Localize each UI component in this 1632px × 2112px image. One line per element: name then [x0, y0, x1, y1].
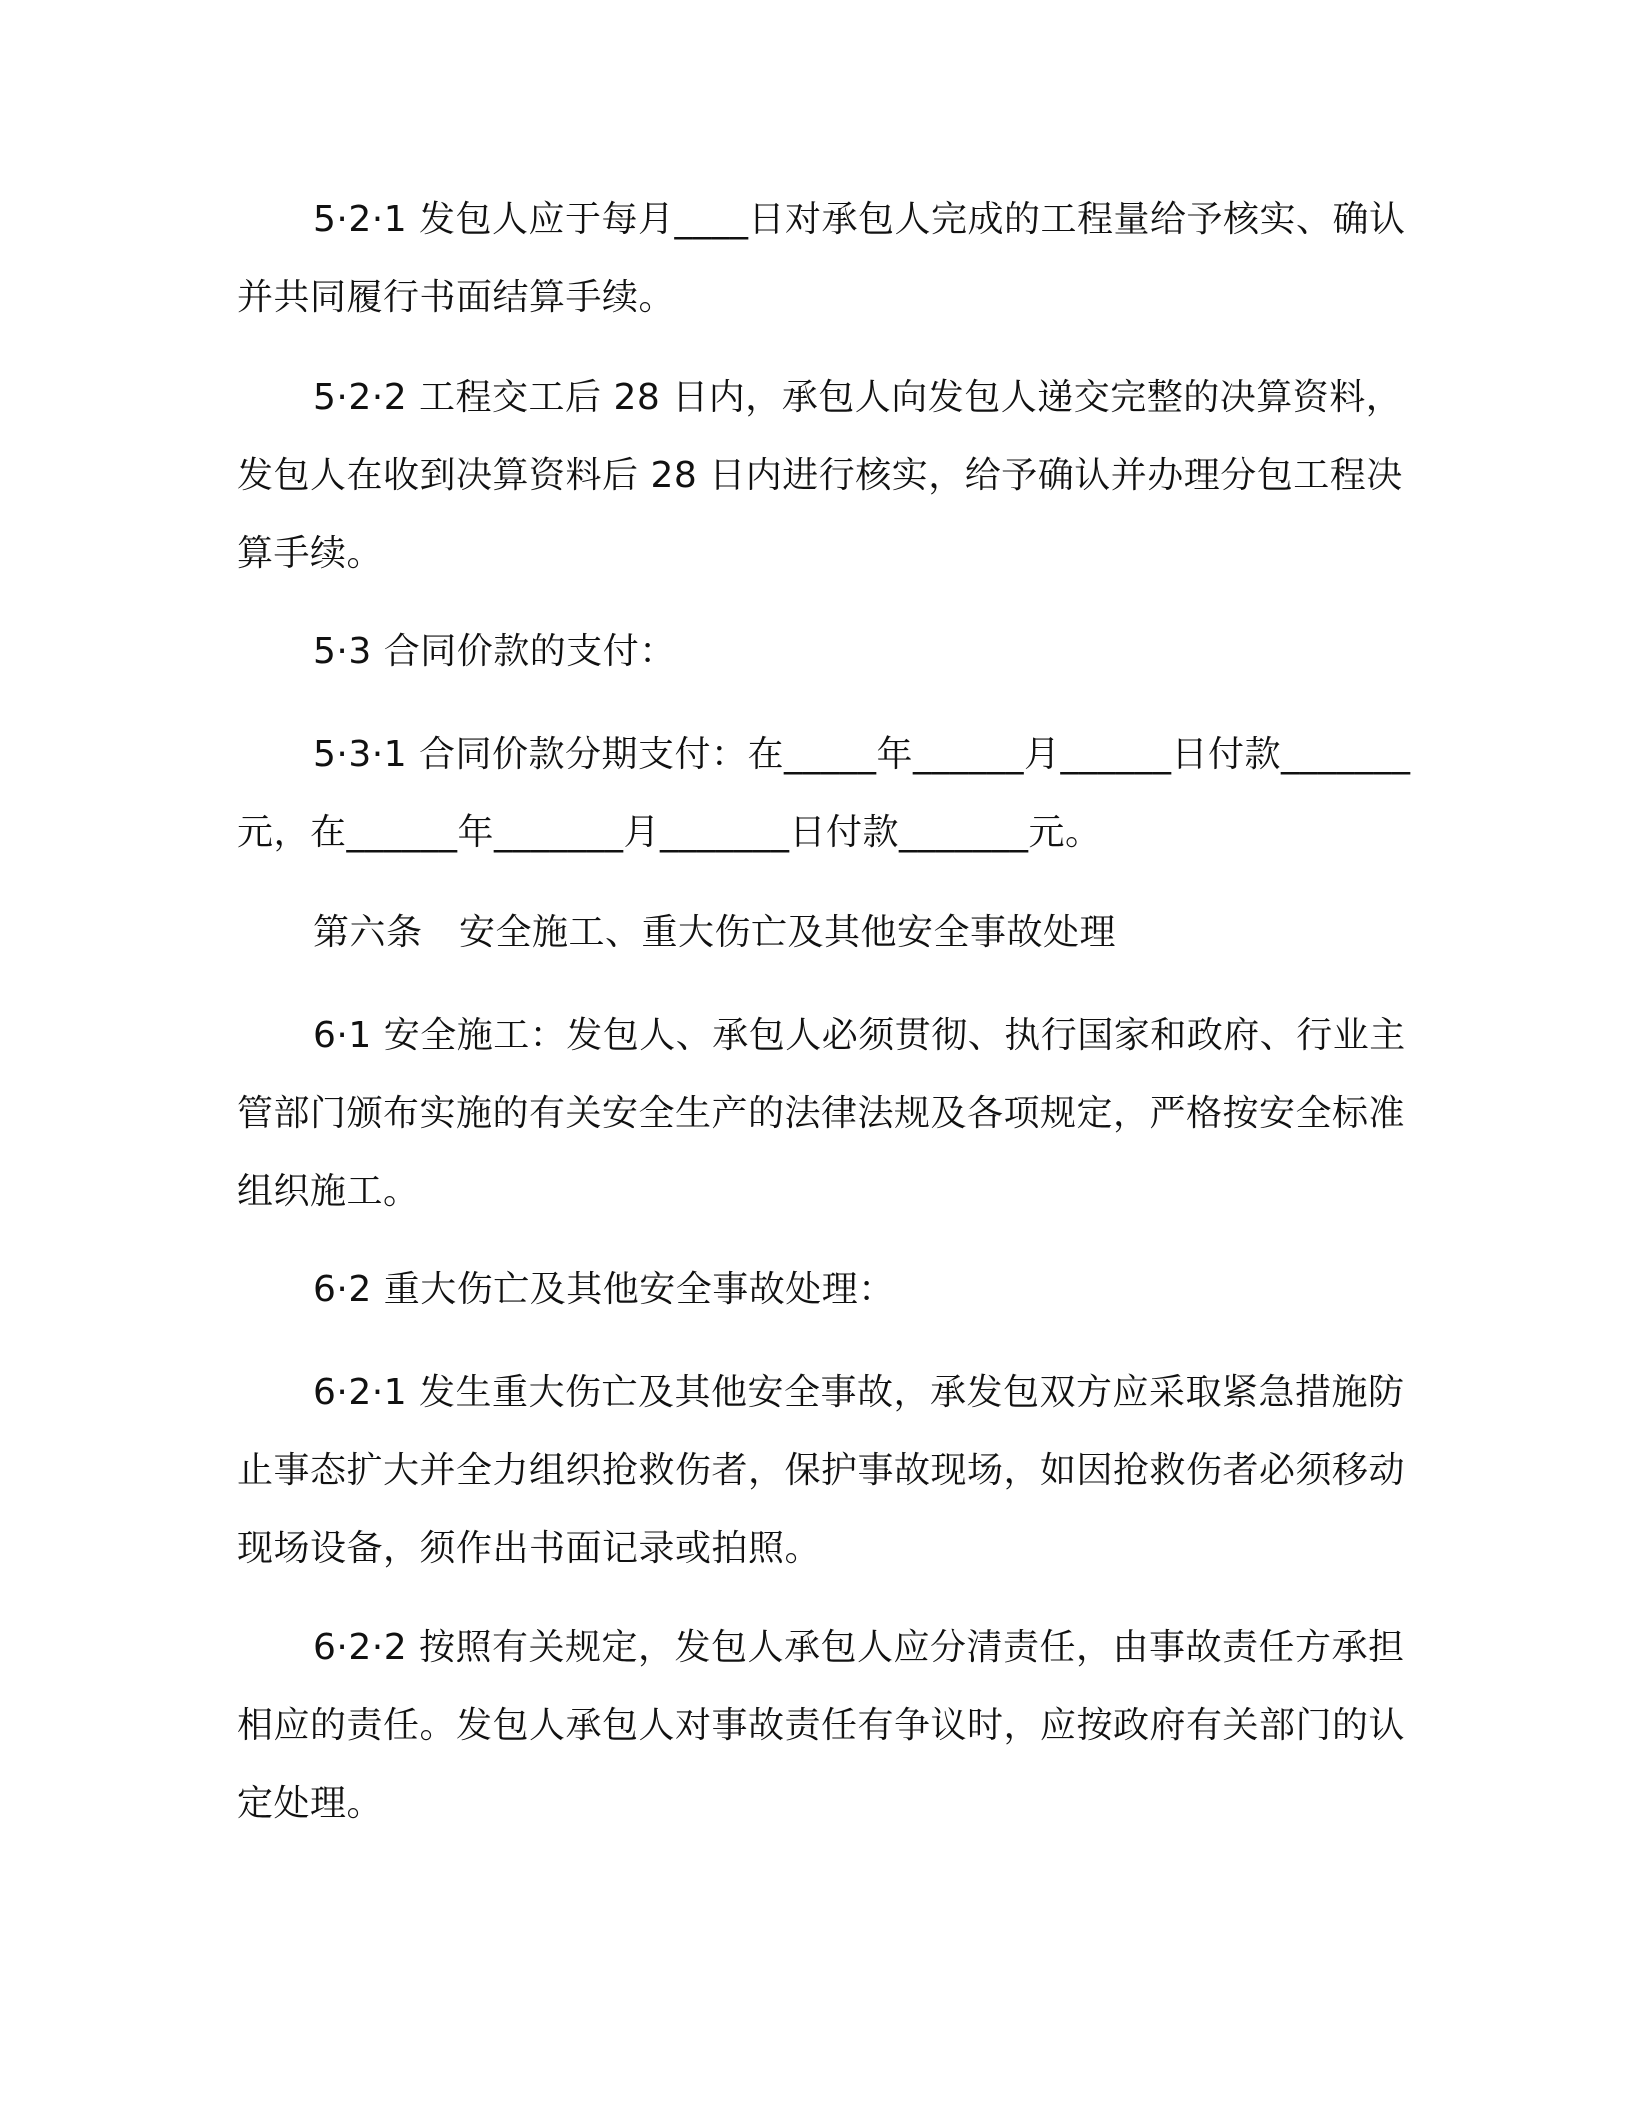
clause-5-3-1: 5·3·1 合同价款分期支付：在_____年______月______日付款_______元，在______年_______月_______日付款_______元。 [237, 734, 1411, 853]
clause-6-2-2: 6·2·2 按照有关规定，发包人承包人应分清责任，由事故责任方承担相应的责任。发包人承包人对事故责任有争议时，应按政府有关部门的认定处理。 [237, 1627, 1406, 1824]
clause-6-2: 6·2 重大伤亡及其他安全事故处理： [313, 1269, 895, 1310]
clause-5-2-2: 5·2·2 工程交工后 28 日内，承包人向发包人递交完整的决算资料，发包人在收到决算资料后 28 日内进行核实，给予确认并办理分包工程决算手续。 [237, 377, 1403, 574]
clause-5-2-1: 5·2·1 发包人应于每月____日对承包人完成的工程量给予核实、确认并共同履行书面结算手续。 [237, 199, 1406, 318]
clause-6-2-1: 6·2·1 发生重大伤亡及其他安全事故，承发包双方应采取紧急措施防止事态扩大并全力组织抢救伤者，保护事故现场，如因抢救伤者必须移动现场设备，须作出书面记录或拍照。 [237, 1372, 1406, 1569]
clause-6-1: 6·1 安全施工：发包人、承包人必须贯彻、执行国家和政府、行业主管部门颁布实施的有关安全生产的法律法规及各项规定，严格按安全标准组织施工。 [237, 1015, 1406, 1212]
clause-5-3: 5·3 合同价款的支付： [313, 631, 676, 672]
article-6-heading: 第六条 安全施工、重大伤亡及其他安全事故处理 [313, 912, 1117, 953]
